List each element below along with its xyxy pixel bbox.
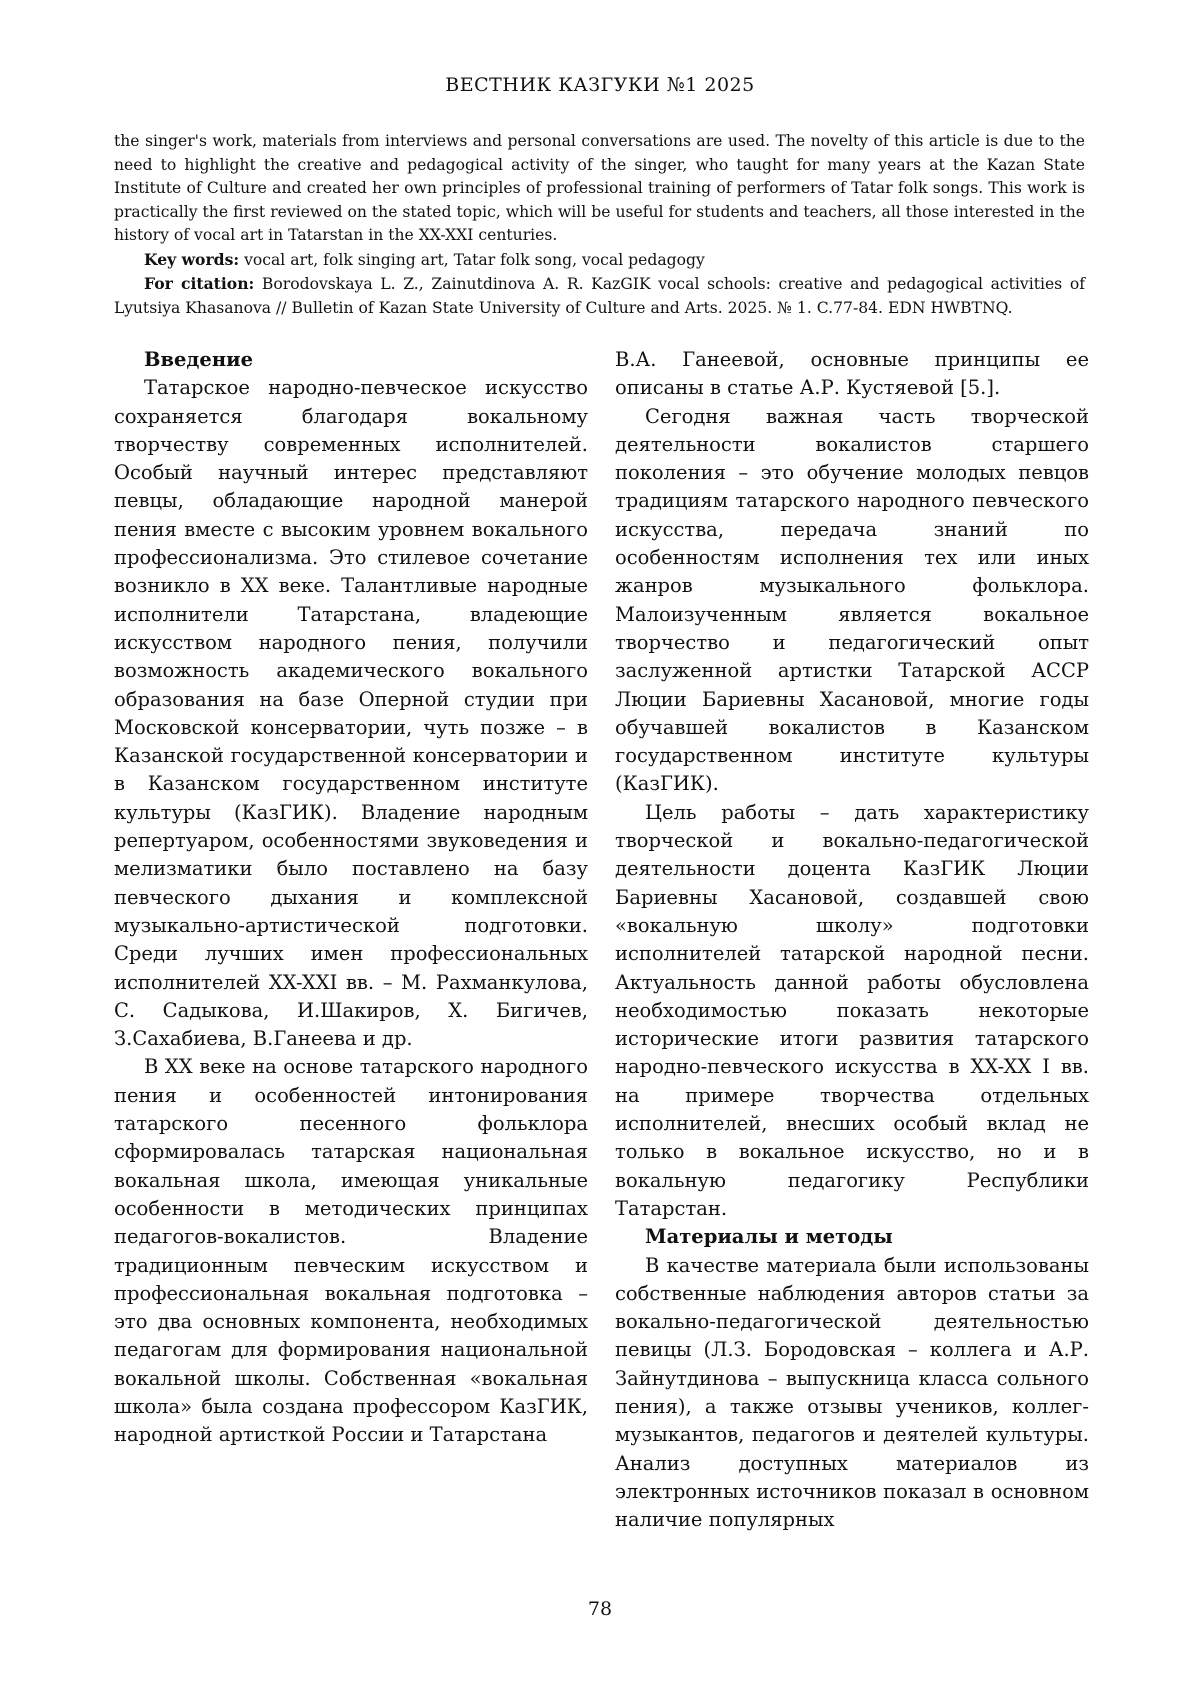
paragraph: В качестве материала были использованы собственные наблюдения авторов статьи за вокально-педагогической деятельностью певицы (Л.З. Бородовская – коллега и А.Р. Зайнутдинова – выпускница класса сольного пения), а также отзывы учеников, коллег-музыкантов, педагогов и деятелей культуры. Анализ доступных материалов из электронных источников показал в основном наличие популярных bbox=[615, 1253, 1089, 1532]
right-column bbox=[615, 346, 1089, 1534]
keywords-text: vocal art, folk singing art, Tatar folk song, vocal pedagogy bbox=[239, 250, 705, 269]
citation-line bbox=[114, 272, 1085, 320]
citation-label: For citation: bbox=[144, 274, 255, 293]
paragraph: В XX веке на основе татарского народного пения и особенностей интонирования татарского песенного фольклора сформировалась татарская национальная вокальная школа, имеющая уникальные особенности в методических принципах педагогов-вокалистов. Владение традиционным певческим искусством и профессиональная вокальная подготовка – это два основных компонента, необходимых педагогам для формирования национальной вокальной школы. Собственная «вокальная школа» была создана профессором КазГИК, народной артисткой России и Татарстана bbox=[114, 1055, 588, 1447]
keywords-line bbox=[114, 248, 1085, 273]
keywords-label: Key words: bbox=[144, 249, 240, 269]
paragraph: Татарское народно-певческое искусство сохраняется благодаря вокальному творчеству современных исполнителей. Особый научный интерес представляют певцы, обладающие народной манерой пения вместе с высоким уровнем вокального профессионализма. Это стилевое сочетание возникло в XX веке. Талантливые народные исполнители Татарстана, владеющие искусством народного пения, получили возможность академического вокального образования на базе Оперной студии при Московской консерватории, чуть позже – в Казанской государственной консерватории и в Казанском государственном институте культуры (КазГИК). Владение народным репертуаром, особенностями звуковедения и мелизматики было поставлено на базу певческого дыхания и комплексной музыкально-артистической подготовки. Среди лучших имен профессиональных исполнителей XX-XXI вв. – М. Рахманкулова, С. Садыкова, И.Шакиров, Х. Бигичев, З.Сахабиева, В.Ганеева и др. bbox=[114, 376, 588, 1051]
abstract-block bbox=[114, 130, 1085, 320]
section-heading-methods: Материалы и методы bbox=[645, 1225, 893, 1249]
abstract-continuation: the singer's work, materials from interviews and personal conversations are used. The novelty of this article is due to the need to highlight the creative and pedagogical activity of the singer, who taught for many years at the Kazan State Institute of Culture and created her own principles of professional training of performers of Tatar folk songs. This work is practically the first reviewed on the stated topic, which will be useful for students and teachers, all those interested in the history of vocal art in Tatarstan in the XX-XXI centuries. bbox=[114, 132, 1085, 244]
left-column bbox=[114, 346, 588, 1450]
citation-text: Borodovskaya L. Z., Zainutdinova A. R. KazGIK vocal schools: creative and pedagogical activities of Lyutsiya Khasanova // Bulletin of Kazan State University of Culture and Arts. 2025. № 1. C.77-84. EDN HWBTNQ. bbox=[114, 275, 1085, 317]
paragraph: В.А. Ганеевой, основные принципы ее описаны в статье А.Р. Кустяевой [5.]. bbox=[615, 348, 1089, 400]
section-heading-introduction: Введение bbox=[144, 348, 253, 371]
page-number: 78 bbox=[587, 1598, 613, 1620]
paragraph: Сегодня важная часть творческой деятельности вокалистов старшего поколения – это обучение молодых певцов традициям татарского народного певческого искусства, передача знаний по особенностям исполнения тех или иных жанров музыкального фольклора. Малоизученным является вокальное творчество и педагогический опыт заслуженной артистки Татарской АССР Люции Бариевны Хасановой, многие годы обучавшей вокалистов в Казанском государственном институте культуры (КазГИК). bbox=[615, 404, 1089, 796]
paragraph: Цель работы – дать характеристику творческой и вокально-педагогической деятельности доцента КазГИК Люции Бариевны Хасановой, создавшей свою «вокальную школу» подготовки исполнителей татарской народной песни. Актуальность данной работы обусловлена необходимостью показать некоторые исторические итоги развития татарского народно-певческого искусства в XX-XX I вв. на примере творчества отдельных исполнителей, внесших особый вклад не только в вокальное искусство, но и в вокальную педагогику Республики Татарстан. bbox=[615, 800, 1089, 1220]
journal-header: ВЕСТНИК КАЗГУКИ №1 2025 bbox=[445, 74, 755, 96]
